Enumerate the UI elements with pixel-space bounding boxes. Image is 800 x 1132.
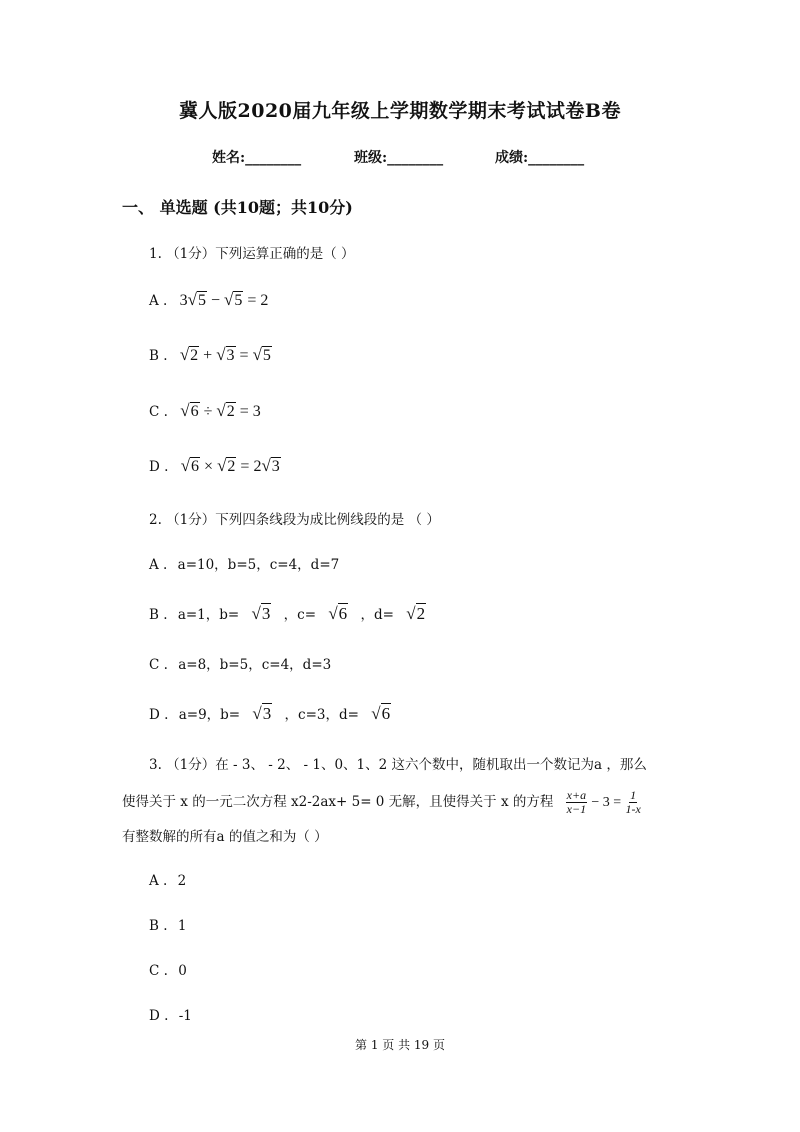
math-expression: 3√5 − √5 = 2 xyxy=(179,290,269,309)
option-label: A . xyxy=(149,293,168,309)
option-label: B . xyxy=(149,607,168,623)
q3-option-b xyxy=(149,918,186,934)
option-text: a=8，b=5，c=4，d=3 xyxy=(178,657,332,673)
math-expression: √6 × √2 = 2√3 xyxy=(180,456,280,475)
class-field: 班级:________ xyxy=(354,150,444,166)
math-expression: √2 + √3 = √5 xyxy=(179,345,271,364)
question-2-stem: 2. （1分）下列四条线段为成比例线段的是 （ ） xyxy=(149,512,440,528)
option-label: B . xyxy=(149,918,168,934)
name-field: 姓名:________ xyxy=(212,150,302,166)
q1-option-b xyxy=(149,345,272,365)
q1-option-c xyxy=(149,401,261,421)
section-heading: 一、 单选题 (共10题；共10分) xyxy=(122,198,353,217)
q2-option-b: B . a=1，b= √3 ，c= √6 ，d= √2 xyxy=(149,604,426,623)
q1-option-a xyxy=(149,290,268,310)
score-field: 成绩:________ xyxy=(495,150,585,166)
q3-option-a xyxy=(149,873,186,889)
option-label: D . xyxy=(149,1008,169,1024)
q2-option-c xyxy=(149,653,331,673)
q2-option-d: D . a=9，b= √3 ，c=3，d= √6 xyxy=(149,704,391,723)
option-label: B . xyxy=(149,348,168,364)
document-title: 冀人版2020届九年级上学期数学期末考试试卷B卷 xyxy=(179,100,621,122)
option-text: 2 xyxy=(177,873,187,889)
option-text: 0 xyxy=(178,963,187,979)
option-label: C . xyxy=(149,657,168,673)
option-label: D . xyxy=(149,707,169,723)
question-1-stem: 1. （1分）下列运算正确的是（ ） xyxy=(149,246,355,262)
option-label: A . xyxy=(149,873,168,889)
q3-option-d xyxy=(149,1008,192,1024)
question-3-stem-line2: 使得关于 x 的一元二次方程 x2-2ax+ 5= 0 无解，且使得关于 x 的方程 $\frac{x+a}{x-1}$ − 3 = $\frac{1}{1-x}$ xyxy=(122,788,641,816)
q3-option-c xyxy=(149,963,187,979)
equation: $\frac{x+a}{x-1}$ − 3 = $\frac{1}{1-x}$ xyxy=(566,788,641,816)
math-expression: √6 ÷ √2 = 3 xyxy=(180,401,261,420)
option-text: a=10，b=5，c=4，d=7 xyxy=(177,557,340,573)
question-3-stem-line1: 3. （1分）在 - 3、 - 2、 - 1、0、1、2 这六个数中，随机取出一个数记为a ，那么 xyxy=(149,757,647,773)
option-text: -1 xyxy=(178,1008,192,1024)
question-3-stem-line3: 有整数解的所有a 的值之和为（ ） xyxy=(122,829,328,845)
option-label: A . xyxy=(149,557,168,573)
option-label: C . xyxy=(149,404,168,420)
option-label: D . xyxy=(149,459,169,475)
q2-option-a xyxy=(149,553,339,573)
option-label: C . xyxy=(149,963,168,979)
page-footer: 第 1 页 共 19 页 xyxy=(355,1038,445,1052)
option-text: 1 xyxy=(177,918,187,934)
q1-option-d xyxy=(149,456,281,476)
